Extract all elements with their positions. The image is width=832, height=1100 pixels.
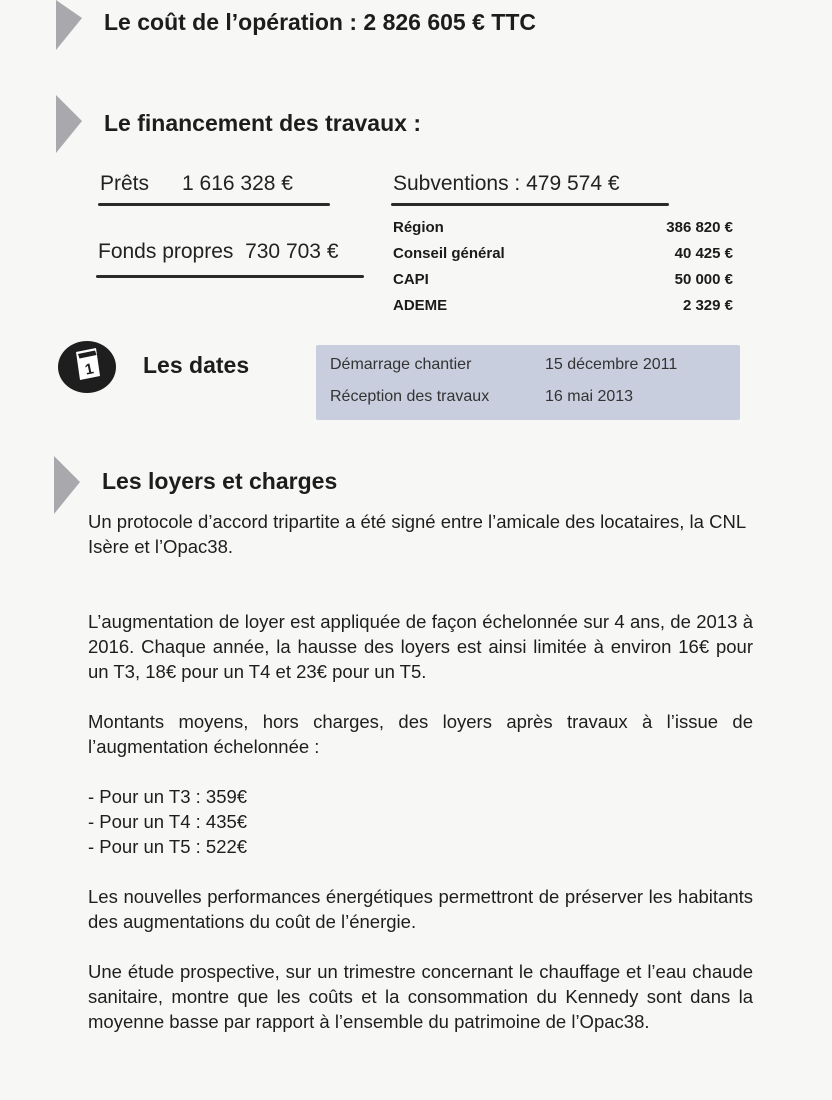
own-funds-underline xyxy=(96,275,364,278)
subsidy-row xyxy=(393,271,733,297)
subsidy-row xyxy=(393,297,733,323)
rents-paragraph-3: Montants moyens, hors charges, des loyers après travaux à l’issue de l’augmentation échelonnée : xyxy=(88,711,753,757)
subsidies-label: Subventions : 479 574 € xyxy=(393,172,620,195)
subsidy-amount: 386 820 € xyxy=(666,219,733,236)
cost-heading: Le coût de l’opération : 2 826 605 € TTC xyxy=(104,9,537,35)
subsidy-amount: 50 000 € xyxy=(674,271,733,288)
subsidy-row xyxy=(393,245,733,271)
rent-list-item: - Pour un T5 : 522€ xyxy=(88,836,248,857)
own-funds-label: Fonds propres 730 703 € xyxy=(98,240,339,263)
rents-paragraph-5: Une étude prospective, sur un trimestre concernant le chauffage et l’eau chaude sanitaire, montre que les coûts et la consommation du Kennedy sont dans la moyenne basse par rapport à l’ensemble du patrimoine de l’Opac38. xyxy=(88,961,753,1032)
loans-label: Prêts xyxy=(100,172,150,195)
loans-underline xyxy=(98,203,330,206)
rents-paragraph-1: Un protocole d’accord tripartite a été signé entre l’amicale des locataires, la CNL Isère et l’Opac38. xyxy=(88,511,746,557)
subsidy-amount: 40 425 € xyxy=(674,245,733,262)
loans-value: 1 616 328 € xyxy=(182,172,293,195)
dates-heading: Les dates xyxy=(143,352,250,378)
subsidy-name: Région xyxy=(393,219,444,236)
dates-box xyxy=(316,345,740,420)
rents-paragraph-2: L’augmentation de loyer est appliquée de façon échelonnée sur 4 ans, de 2013 à 2016. Chaque année, la hausse des loyers est ainsi limitée à environ 16€ pour un T3, 18€ pour un T4 et 23€ pour un T5. xyxy=(88,611,753,682)
rent-list-item: - Pour un T3 : 359€ xyxy=(88,786,248,807)
date-label: Réception des travaux xyxy=(330,388,490,405)
date-row xyxy=(330,356,730,378)
section-marker-icon xyxy=(54,95,84,153)
financing-heading: Le financement des travaux : xyxy=(104,110,421,136)
subsidy-amount: 2 329 € xyxy=(682,297,733,314)
calendar-badge-icon xyxy=(56,338,118,394)
subsidy-name: CAPI xyxy=(393,271,429,288)
date-label: Démarrage chantier xyxy=(330,356,472,373)
rents-heading: Les loyers et charges xyxy=(102,468,338,494)
subsidy-name: ADEME xyxy=(393,297,448,314)
subsidy-name: Conseil général xyxy=(393,245,505,262)
date-value: 15 décembre 2011 xyxy=(545,356,678,373)
rents-paragraph-4: Les nouvelles performances énergétiques permettront de préserver les habitants des augmentations du coût de l’énergie. xyxy=(88,886,753,932)
section-marker-icon xyxy=(54,0,84,50)
rent-list-item: - Pour un T4 : 435€ xyxy=(88,811,248,832)
calendar-badge-number: 1 xyxy=(83,360,96,379)
date-row xyxy=(330,388,730,410)
subsidy-row xyxy=(393,219,733,245)
subsidies-underline xyxy=(391,203,669,206)
date-value: 16 mai 2013 xyxy=(545,388,634,405)
section-marker-icon xyxy=(52,456,82,514)
